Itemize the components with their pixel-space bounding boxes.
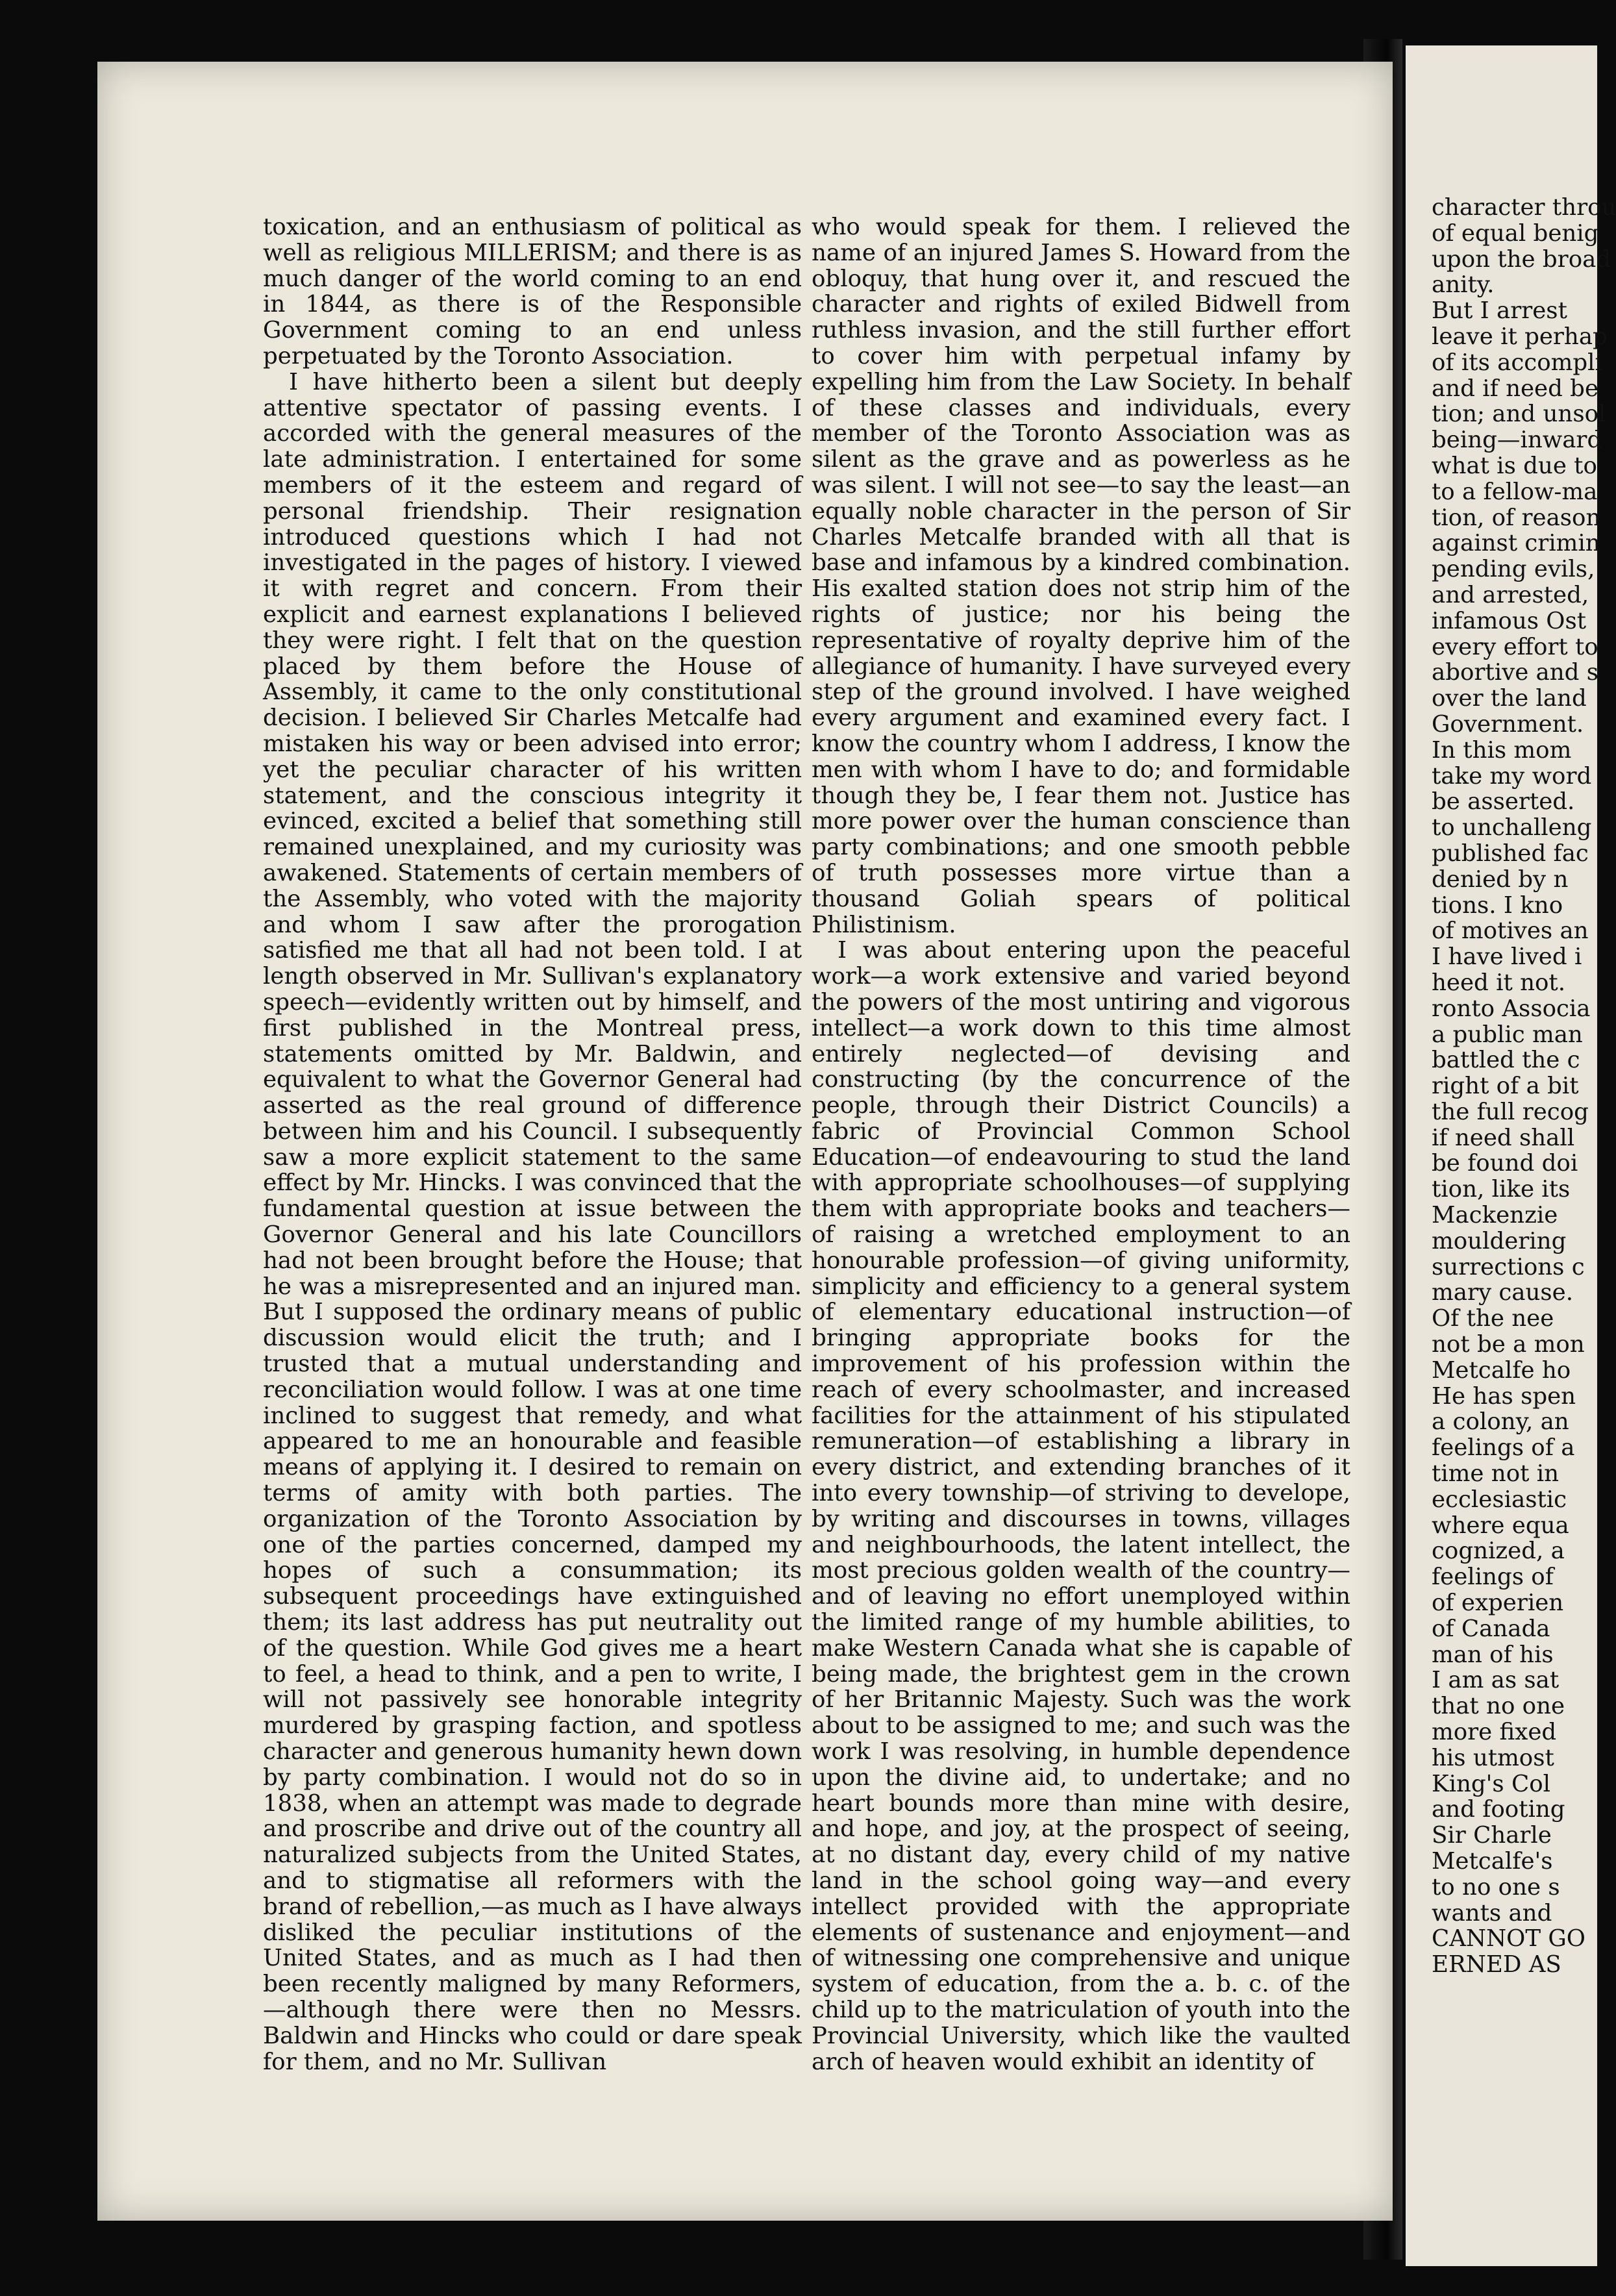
fragment-line: He has spen [1432,1382,1576,1410]
fragment-line: against crimin [1432,530,1600,557]
fragment-line: I am as sat [1432,1667,1560,1694]
fragment-line: ronto Associa [1432,995,1591,1022]
fragment-line: Mackenzie [1432,1202,1558,1229]
fragment-line: feelings of a [1432,1434,1575,1462]
fragment-line: tion, like its [1432,1176,1571,1203]
fragment-line: what is due to [1432,452,1597,479]
paragraph: who would speak for them. I relieved the name of an injured James S. Howard from the obloquy, that hung over it, and rescued the character and rights of exiled Bidwell from ruthless invasion, and the still further effort to cover him with perpetual infamy by expelling him from the Law Society. In behalf of these classes and individuals, every member of the Toronto Association was as silent as the grave and as powerless as he was silent. I will not see—to say the least—an equally noble character in the person of Sir Charles Metcalfe branded with all that is base and infamous by a kindred combination. His exalted station does not strip him of the rights of justice; nor his being the representative of royalty deprive him of the allegiance of humanity. I have surveyed every step of the ground involved. I have weighed every argument and examined every fact. I know the country whom I address, I know the men with whom I have to do; and formidable though they be, I fear them not. Justice has more power over the human conscience than party combinations; and one smooth pebble of truth possesses more virtue than a thousand Goliah spears of political Philistinism. [812,214,1350,938]
fragment-line: cognized, a [1432,1538,1565,1565]
fragment-line: anity. [1432,271,1495,299]
fragment-line: surrections c [1432,1253,1585,1280]
fragment-line: mouldering [1432,1227,1567,1254]
fragment-line: to a fellow-ma [1432,478,1598,505]
fragment-line: ecclesiastic [1432,1486,1567,1513]
fragment-line: a colony, an [1432,1408,1569,1436]
paragraph: I have hitherto been a silent but deeply attentive spectator of passing events. I accorded with the general measures of the late administration. I entertained for some members of it the esteem and regard of personal friendship. Their resignation introduced questions which I had not investigated in the pages of history. I viewed it with regret and concern. From their explicit and earnest explanations I believed they were right. I felt that on the question placed by them before the House of Assembly, it came to the only constitutional decision. I believed Sir Charles Metcalfe had mistaken his way or been advised into error; yet the peculiar character of his written statement, and the conscious integrity it evinced, excited a belief that something still remained unexplained, and my curiosity was awakened. Statements of certain members of the Assembly, who voted with the majority and whom I saw after the prorogation satisfied me that all had not been told. I at length observed in Mr. Sullivan's explanatory speech—evidently written out by himself, and first published in the Montreal press, statements omitted by Mr. Baldwin, and equivalent to what the Governor General had asserted as the real ground of difference between him and his Council. I subsequently saw a more explicit statement to the same effect by Mr. Hincks. I was convinced that the fundamental question at issue between the Governor General and his late Councillors had not been brought before the House; that he was a misrepresented and an injured man. But I supposed the ordinary means of public discussion would elicit the truth; and I trusted that a mutual understanding and reconciliation would follow. I was at one time inclined to suggest that remedy, and what appeared to me an honourable and feasible means of applying it. I desired to remain on terms of amity with both parties. The organization of the Toronto Association by one of the parties concerned, damped my hopes of such a consummation; its subsequent proceedings have extinguished them; its last address has put neutrality out of the question. While God gives me a heart to feel, a head to think, and a pen to write, I will not passively see honorable integrity murdered by grasping faction, and spotless character and generous humanity hewn down by party combination. I would not do so in 1838, when an attempt was made to degrade and proscribe and drive out of the country all naturalized subjects from the United States, and to stigmatise all reformers with the brand of rebellion,—as much as I have always disliked the peculiar institutions of the United States, and as much as I had then been recently maligned by many Reformers,—although there were then no Messrs. Baldwin and Hincks who could or dare speak for them, and no Mr. Sullivan [263,368,802,2075]
fragment-line: and footing [1432,1796,1565,1823]
fragment-line: CANNOT GO [1432,1925,1585,1953]
fragment-line: that no one [1432,1693,1565,1720]
text-column-middle [812,214,1350,2075]
fragment-line: feelings of [1432,1564,1554,1591]
fragment-line: if need shall [1432,1124,1575,1151]
text-column-left [263,214,802,2075]
fragment-line: But I arrest [1432,297,1567,325]
fragment-line: tions. I kno [1432,892,1563,919]
fragment-line: tion, of reason [1432,504,1601,531]
fragment-line: King's Col [1432,1770,1551,1797]
fragment-line: In this mom [1432,736,1572,764]
fragment-line: of equal benig [1432,219,1599,247]
fragment-line: ERNED AS [1432,1951,1561,1978]
fragment-line: man of his [1432,1641,1554,1668]
fragment-line: more fixed [1432,1719,1557,1746]
fragment-line: published fac [1432,840,1589,867]
fragment-line: wants and [1432,1899,1552,1927]
fragment-line: leave it perhap [1432,323,1608,350]
fragment-line: infamous Ost [1432,607,1587,634]
fragment-line: Sir Charle [1432,1822,1552,1849]
fragment-line: heed it not. [1432,969,1566,996]
fragment-line: be asserted. [1432,788,1575,816]
fragment-line: abortive and s [1432,659,1599,686]
fragment-line: character throu [1432,194,1616,221]
fragment-line: over the land [1432,685,1587,712]
paragraph: toxication, and an enthusiasm of political as well as religious MILLERISM; and there is as much danger of the world coming to an end in 1844, as there is of the Responsible Government coming to an end unless perpetuated by the Toronto Association. [263,214,802,369]
fragment-line: the full recog [1432,1098,1589,1125]
fragment-line: to unchalleng [1432,814,1592,842]
fragment-line: take my word [1432,762,1592,790]
fragment-line: of motives an [1432,917,1589,945]
fragment-line: Government. [1432,710,1584,738]
fragment-line: mary cause. [1432,1279,1574,1306]
fragment-line: I have lived i [1432,943,1582,971]
fragment-line: of its accompli [1432,349,1602,376]
fragment-line: time not in [1432,1460,1560,1488]
fragment-line: of Canada [1432,1615,1550,1642]
fragment-line: not be a mon [1432,1331,1585,1358]
fragment-line: battled the c [1432,1047,1580,1074]
fragment-line: every effort to [1432,633,1598,660]
fragment-line: and if need be [1432,375,1599,402]
fragment-line: pending evils, [1432,556,1595,583]
fragment-line: denied by n [1432,866,1569,893]
fragment-line: where equa [1432,1512,1569,1539]
fragment-line: to no one s [1432,1873,1560,1901]
fragment-line: Metcalfe ho [1432,1356,1571,1384]
fragment-line: tion; and unsol [1432,401,1606,428]
fragment-line: be found doi [1432,1150,1578,1177]
fragment-line: upon the broad [1432,245,1611,273]
fragment-line: right of a bit [1432,1073,1579,1100]
paragraph: I was about entering upon the peaceful work—a work extensive and varied beyond the powers of the most untiring and vigorous intellect—a work down to this time almost entirely neglected—of devising and constructing (by the concurrence of the people, through their District Councils) a fabric of Provincial Common School Education—of endeavouring to stud the land with appropriate schoolhouses—of supplying them with appropriate books and teachers—of raising a wretched employment to an honourable profession—of giving uniformity, simplicity and efficiency to a general system of elementary educational instruction—of bringing appropriate books for the improvement of his profession within the reach of every schoolmaster, and increased facilities for the attainment of his stipulated remuneration—of establishing a library in every district, and extending branches of it into every township—of striving to develope, by writing and discourses in towns, villages and neighbourhoods, the latent intellect, the most precious golden wealth of the country—and of leaving no effort unemployed within the limited range of my humble abilities, to make Western Canada what she is capable of being made, the brightest gem in the crown of her Britannic Majesty. Such was the work about to be assigned to me; and such was the work I was resolving, in humble dependence upon the divine aid, to undertake; and no heart bounds more than mine with desire, and hope, and joy, at the prospect of seeing, at no distant day, every child of my native land in the school going way—and every intellect provided with the appropriate elements of sustenance and enjoyment—and of witnessing one comprehensive and unique system of education, from the a. b. c. of the child up to the matriculation of youth into the Provincial University, which like the vaulted arch of heaven would exhibit an identity of [812,937,1350,2075]
fragment-line: his utmost [1432,1744,1554,1771]
fragment-line: Metcalfe's [1432,1848,1553,1875]
fragment-line: a public man [1432,1021,1583,1048]
fragment-line: Of the nee [1432,1305,1554,1332]
fragment-line: of experien [1432,1590,1564,1617]
fragment-line: and arrested, [1432,581,1589,608]
text-column-right-fragment [1432,194,1616,1978]
fragment-line: being—inward [1432,427,1602,454]
